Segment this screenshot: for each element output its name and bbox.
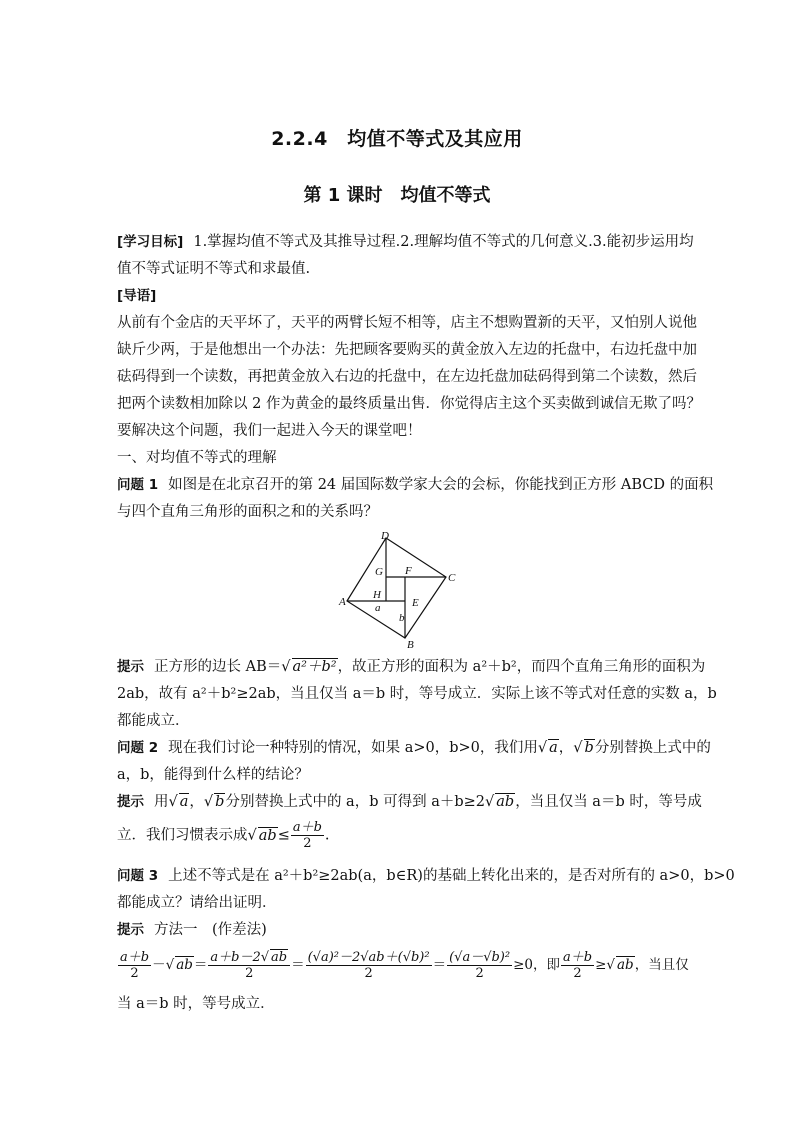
hint-3-last-line: 当 a＝b 时，等号成立． [117,996,275,1012]
hint-2-fraction [291,820,324,851]
hint-2-label: 提示 [117,794,144,810]
lesson-title: 第 1 课时 均值不等式 [303,185,491,206]
eq-minus: － [152,957,166,973]
hint-2-period: . [324,827,330,844]
question-3-text: 上述不等式是在 a²＋b²≥2ab(a，b∈R)的基础上转化出来的，是否对所有的 a>0，b>0 [168,868,735,884]
label-f: F [405,565,412,577]
hint-2-line-1: 提示 用√ a，√ b分别替换上式中的 a，b 可得到 a＋b≥2√ ab，当且仅当 a＝b 时，等号成 [117,794,702,810]
eq-frac-4-den: 2 [475,966,484,981]
eq-tail-c: ，当且仅 [634,957,689,973]
question-2-line-1: 问题 2 现在我们讨论一种特别的情况，如果 a>0，b>0，我们用√ a，√ b分别替换上式中的 [117,740,711,756]
objectives-text-1: 1.掌握均值不等式及其推导过程.2.理解均值不等式的几何意义.3.能初步运用均 [193,234,694,250]
hint-1-line-2: 2ab，故有 a²＋b²≥2ab，当且仅当 a＝b 时，等号成立．实际上该不等式对任意的实数 a，b [117,686,717,702]
hint-2-text-b: 分别替换上式中的 a，b 可得到 a＋b≥2 [225,794,486,810]
hint-3-method: 方法一 (作差法) [154,922,267,938]
hint-1-line-1: 提示 正方形的边长 AB＝√ a²＋b²，故正方形的面积为 a²＋b²，而四个直角三角形的面积为 [117,659,706,675]
hint-3-line-1 [117,920,682,940]
objectives-line-1 [117,232,694,252]
eq-equals-3: ＝ [432,957,447,973]
hint-2-text-a: 用 [154,794,169,810]
label-d: D [381,530,389,542]
eq-equals-2: ＝ [291,957,305,973]
eq-equals-1: ＝ [193,957,208,973]
objectives-line-2: 值不等式证明不等式和求最值. [117,261,311,277]
hint-2-root-ab2: ab [258,827,277,844]
intro-line-5: 要解决这个问题，我们一起进入今天的课堂吧！ [117,423,422,439]
question-2-sep: ， [558,740,574,756]
hint-2-line-2: 立．我们习惯表示成√ ab≤ $\frac{a+b}{2}$ . [117,820,330,851]
eq-frac-4-num: (√a－√b)² [449,950,511,965]
eq-frac-2-den: 2 [245,966,254,981]
eq-frac-3 [306,950,432,981]
question-2-text-c: 分别替换上式中的 [594,740,711,756]
label-b: B [407,639,414,651]
eq-frac-1 [118,950,151,981]
hint-3-label: 提示 [117,922,144,938]
hint-1-label: 提示 [117,659,144,675]
label-h: H [373,589,381,601]
intro-line-1: 从前有个金店的天平坏了，天平的两臂长短不相等，店主不想购置新的天平，又怕别人说他 [117,315,697,331]
question-1-label: 问题 1 [117,477,159,493]
label-g: G [375,566,383,578]
eq-frac-5 [561,950,594,981]
label-a-side: a [375,602,381,614]
eq-frac-5-num: a＋b [563,950,593,965]
hint-2-frac-num: a＋b [292,820,322,835]
eq-frac-2 [208,950,290,981]
hint-2-frac-den: 2 [303,836,312,851]
question-3-label: 问题 3 [117,868,159,884]
question-1-line-1 [117,475,714,495]
eq-frac-2-num: a＋b－2√ ab [208,950,290,966]
question-2-root-a: a [549,740,558,756]
eq-frac-1-den: 2 [130,966,139,981]
question-3-line-1 [117,866,735,886]
hint-2-root-a: a [179,794,189,810]
hint-2-sep: ， [189,794,204,810]
eq-root-1: ab [176,957,193,973]
hint-1-line-3: 都能成立． [117,713,190,729]
hint-2-text-d: 立．我们习惯表示成 [117,827,248,844]
eq-frac-2-num-text: a＋b－2 [210,950,261,965]
hint-2-root-b: b [215,794,225,810]
eq-geq: ≥ [595,957,607,973]
label-b-side: b [399,612,405,624]
eq-tail-a: ≥0，即 [513,957,560,973]
question-2-root-b: b [584,740,594,756]
hint-2-text-c: ，当且仅当 a＝b 时，等号成 [515,794,702,810]
eq-frac-5-den: 2 [573,966,582,981]
hint-3-equation: $\frac{a+b}{2}$ －√ ab＝ $\frac{a+b-2√ ab}{2}$ ＝ $\frac{\text{(√a)²－2√ab＋(√b)²}}{2}$ ＝ $\frac{\text{(√a－√b)²}}{2}$ ≥0，即 $\frac{a+b}{2}$ ≥√ ab，当且仅 [120,950,689,981]
hint-2-root-ab: ab [496,794,515,810]
square-abcd [347,538,446,638]
hint-1-text-a: 正方形的边长 AB＝ [154,659,282,675]
eq-frac-3-num: (√a)²－2√ab＋(√b)² [307,950,430,965]
question-2-line-2: a，b，能得到什么样的结论？ [117,767,309,783]
section-heading: 一、对均值不等式的理解 [117,450,277,466]
pythagorean-square-figure [330,530,460,652]
eq-frac-2-num-root: ab [271,950,288,965]
question-1-text: 如图是在北京召开的第 24 届国际数学家大会的会标，你能找到正方形 ABCD 的面积 [168,477,714,493]
hint-1-text-b: ，故正方形的面积为 a²＋b²，而四个直角三角形的面积为 [337,659,706,675]
eq-frac-1-num: a＋b [120,950,150,965]
intro-line-4: 把两个读数相加除以 2 作为黄金的最终质量出售．你觉得店主这个买卖做到诚信无欺了吗？ [117,396,701,412]
intro-line-3: 砝码得到一个读数，再把黄金放入右边的托盘中，在左边托盘加砝码得到第二个读数，然后 [117,369,697,385]
question-2-label: 问题 2 [117,740,159,756]
label-a: A [339,596,346,608]
eq-frac-4 [447,950,512,981]
question-1-line-2: 与四个直角三角形的面积之和的关系吗？ [117,504,378,520]
hint-2-leq: ≤ [277,827,290,844]
question-3-line-2: 都能成立？请给出证明． [117,895,277,911]
objectives-label: [学习目标] [117,234,184,250]
question-2-text-a: 现在我们讨论一种特别的情况，如果 a>0，b>0，我们用 [168,740,538,756]
intro-line-2: 缺斤少两，于是他想出一个办法：先把顾客要购买的黄金放入左边的托盘中，右边托盘中加 [117,342,697,358]
label-e: E [412,597,419,609]
eq-frac-3-den: 2 [364,966,373,981]
eq-root-2: ab [617,957,634,973]
intro-label: [导语] [117,288,157,304]
section-title: 2.2.4 均值不等式及其应用 [271,128,523,150]
label-c: C [448,572,456,584]
hint-1-root: a²＋b² [292,659,337,675]
